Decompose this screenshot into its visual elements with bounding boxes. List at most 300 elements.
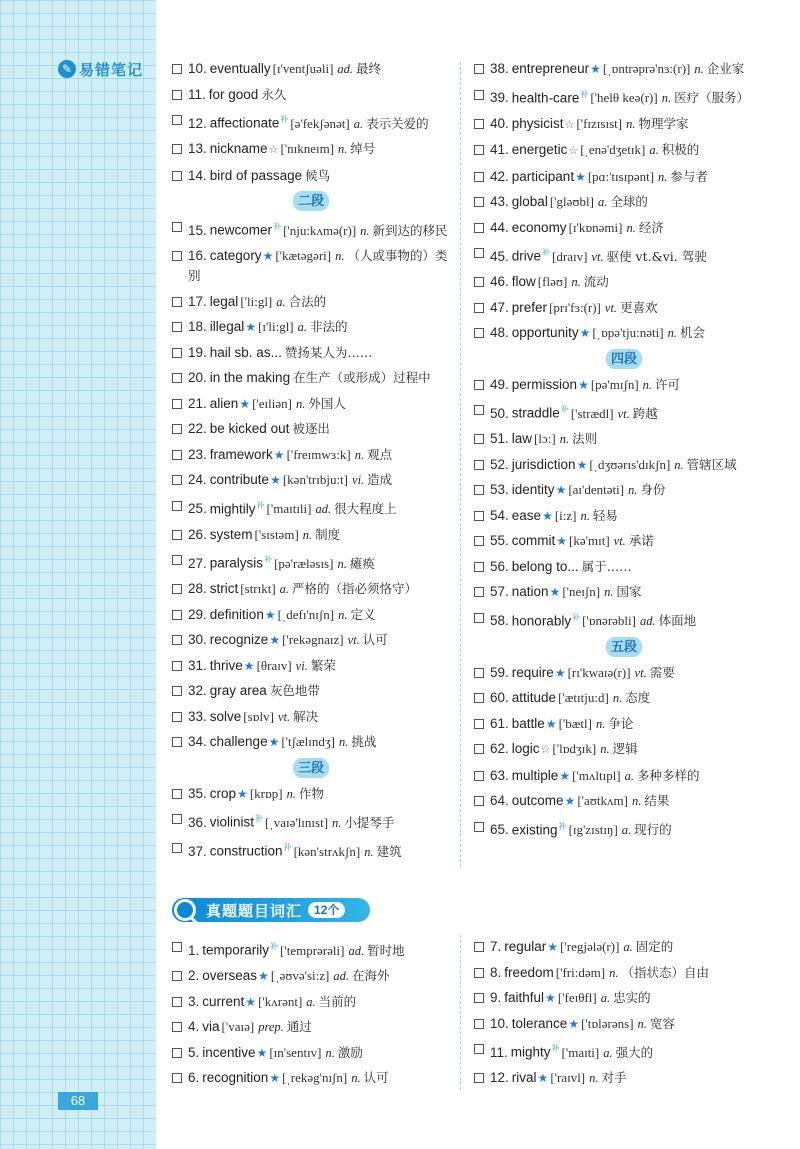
checkbox[interactable] — [474, 197, 484, 207]
checkbox[interactable] — [474, 460, 484, 470]
checkbox[interactable] — [474, 587, 484, 597]
entry-pos: vt. — [634, 665, 647, 680]
checkbox[interactable] — [172, 171, 182, 181]
entry-meaning: 小提琴手 — [344, 814, 395, 830]
entry-word: entrepreneur — [511, 61, 590, 76]
entry-text — [490, 663, 774, 683]
star-icon: ★ — [245, 320, 257, 334]
entry-phonetic: [kə'mɪt] — [569, 533, 610, 548]
entry-phonetic: ['nju:kʌmə(r)] — [283, 222, 357, 238]
entry-text — [188, 525, 450, 545]
checkbox[interactable] — [474, 405, 484, 415]
vocab-entry — [474, 455, 774, 475]
star-icon: ★ — [256, 1045, 268, 1060]
entry-meaning: 积极的 — [661, 142, 700, 157]
star-icon: ★ — [559, 768, 571, 783]
entry-pos: n. — [337, 556, 347, 571]
entry-phonetic: [ˌrekəg'nɪʃn] — [282, 1070, 348, 1085]
entry-phonetic: ['maɪti] — [561, 1044, 600, 1060]
vocab-entry — [172, 419, 450, 439]
checkbox[interactable] — [172, 373, 182, 383]
entry-text — [490, 582, 774, 602]
entry-number: 32. — [188, 683, 207, 698]
checkbox[interactable] — [172, 530, 182, 540]
entry-number: 43. — [490, 194, 509, 209]
vocab-entry — [474, 167, 774, 187]
entry-meaning: 繁荣 — [310, 657, 336, 673]
entry-meaning: 态度 — [625, 690, 651, 705]
entry-word: nation — [511, 584, 549, 599]
entry-meaning: 解决 — [293, 708, 319, 724]
entry-text — [490, 988, 774, 1008]
entry-phonetic: [ˌdʒʊərɪs'dɪkʃn] — [589, 456, 671, 472]
checkbox[interactable] — [474, 668, 484, 678]
entry-number: 38. — [490, 61, 509, 76]
entry-number: 12. — [188, 115, 207, 131]
brand-title: 易错笔记 — [79, 61, 144, 79]
checkbox[interactable] — [172, 971, 182, 981]
supplement-mark-icon: 补 — [580, 89, 589, 99]
entry-pos: n. — [637, 1016, 647, 1031]
vocab-entry — [474, 1014, 774, 1034]
entry-text — [188, 445, 450, 465]
star-icon: ★ — [239, 396, 251, 411]
checkbox[interactable] — [172, 297, 182, 307]
checkbox[interactable] — [172, 348, 182, 358]
vocab-entry — [172, 317, 450, 337]
vocab-entry — [474, 192, 774, 212]
vocab-entry — [474, 85, 774, 109]
entry-number: 50. — [490, 405, 509, 421]
entry-number: 64. — [490, 793, 509, 808]
entry-number: 57. — [490, 584, 509, 599]
entry-phonetic: ['lɒdʒɪk] — [552, 741, 597, 756]
entry-phonetic: [krɒp] — [249, 785, 283, 801]
checkbox[interactable] — [474, 1044, 484, 1054]
entry-meaning: 固定的 — [635, 939, 674, 954]
supplement-mark-icon: 补 — [572, 612, 581, 622]
entry-text — [490, 167, 774, 187]
vocab-entry — [172, 470, 450, 490]
entry-meaning: 逻辑 — [612, 741, 638, 756]
star-icon: ★ — [264, 607, 276, 622]
entry-meaning: 身份 — [640, 482, 666, 497]
entry-text — [188, 838, 450, 862]
entry-word: solve — [209, 708, 242, 724]
entry-meaning: 参与者 — [670, 168, 708, 184]
entry-phonetic: ['eɪliən] — [252, 395, 292, 411]
entry-number: 42. — [490, 168, 509, 184]
checkbox[interactable] — [474, 303, 484, 313]
entry-pos: n. — [674, 457, 684, 472]
vocab-entry — [172, 732, 450, 752]
checkbox[interactable] — [172, 712, 182, 722]
entry-number: 26. — [188, 526, 207, 542]
entry-word: challenge — [209, 734, 268, 749]
checkbox[interactable] — [172, 686, 182, 696]
entry-number: 53. — [490, 482, 509, 497]
entry-pos: n. — [338, 735, 349, 749]
entry-phonetic: [pə'mɪʃn] — [590, 376, 639, 392]
entry-pos: vt. — [277, 709, 291, 724]
entry-word: regular — [504, 939, 547, 954]
entry-text — [188, 246, 450, 286]
checkbox[interactable] — [474, 511, 484, 521]
entry-phonetic: ['fɪzɪsɪst] — [576, 115, 623, 131]
checkbox[interactable] — [474, 1019, 484, 1029]
entry-number: 62. — [490, 741, 509, 756]
entry-text — [490, 1014, 774, 1034]
entry-text — [188, 59, 450, 79]
entry-number: 60. — [490, 690, 509, 705]
entry-pos: a. — [297, 320, 308, 334]
entry-number: 29. — [188, 606, 207, 622]
entry-number: 37. — [188, 843, 207, 859]
entry-pos: ad. — [348, 943, 365, 958]
vocab-entry — [172, 550, 450, 574]
entry-phonetic: ['rekəgnaɪz] — [282, 632, 344, 647]
entry-pos: n. — [364, 844, 374, 859]
entry-number: 33. — [188, 708, 207, 724]
checkbox[interactable] — [474, 64, 484, 74]
entry-word: incentive — [202, 1044, 256, 1060]
entry-word: current — [202, 993, 245, 1009]
entry-pos: n. — [667, 326, 677, 340]
entry-phonetic: [prɪ'fɜ:(r)] — [549, 299, 601, 315]
entry-pos: ad. — [333, 969, 349, 983]
entry-phonetic: [kən'strʌkʃn] — [293, 843, 361, 859]
entry-number: 1. — [188, 942, 200, 958]
entry-number: 25. — [188, 501, 207, 516]
entry-word: energetic — [511, 142, 568, 157]
checkbox[interactable] — [172, 115, 182, 125]
checkbox[interactable] — [172, 814, 182, 824]
checkbox[interactable] — [474, 172, 484, 182]
entry-meaning: 在海外 — [352, 968, 390, 983]
entry-phonetic: ['tɒlərəns] — [581, 1015, 634, 1031]
entry-meaning: 挑战 — [351, 734, 377, 749]
supplement-mark-icon: 补 — [560, 405, 569, 414]
checkbox[interactable] — [172, 555, 182, 565]
checkbox[interactable] — [474, 562, 484, 572]
entry-number: 18. — [188, 319, 207, 334]
entry-phonetic: [ˌɒpə'tju:nəti] — [592, 325, 664, 340]
entry-meaning: 物理学家 — [638, 115, 689, 131]
vocab-entry — [172, 707, 450, 727]
checkbox[interactable] — [172, 399, 182, 409]
checkbox[interactable] — [172, 635, 182, 645]
vocab-entry — [172, 784, 450, 804]
entry-meaning: 机会 — [679, 325, 705, 340]
checkbox[interactable] — [172, 450, 182, 460]
entry-phonetic: [ˌɒntrəprə'nɜ:(r)] — [602, 61, 691, 76]
entry-phonetic: ['ætɪtju:d] — [558, 690, 609, 705]
checkbox[interactable] — [474, 613, 484, 623]
entry-word: category — [209, 248, 262, 263]
vocab-entry — [474, 323, 774, 343]
checkbox[interactable] — [172, 843, 182, 853]
entry-number: 12. — [490, 1070, 509, 1085]
entry-text — [490, 557, 774, 577]
checkbox[interactable] — [474, 90, 484, 100]
entry-word: straddle — [511, 405, 560, 421]
entry-meaning: 许可 — [655, 376, 681, 392]
checkbox[interactable] — [474, 822, 484, 832]
checkbox[interactable] — [474, 380, 484, 390]
supplement-mark-icon: 补 — [280, 115, 289, 124]
entry-number: 7. — [490, 939, 502, 954]
checkbox[interactable] — [172, 997, 182, 1007]
entry-number: 19. — [188, 344, 207, 360]
entry-meaning: 通过 — [286, 1019, 312, 1034]
checkbox[interactable] — [474, 1073, 484, 1083]
checkbox[interactable] — [172, 251, 182, 261]
entry-pos: n. — [332, 815, 342, 830]
entry-pos: a. — [621, 823, 632, 837]
entry-pos: n. — [295, 396, 306, 411]
entry-phonetic: ['ɒnərəbli] — [582, 613, 636, 628]
checkbox[interactable] — [474, 434, 484, 444]
entry-word: faithful — [504, 990, 545, 1005]
entry-text — [188, 605, 450, 625]
entry-pos: n. — [658, 169, 668, 184]
checkbox[interactable] — [172, 661, 182, 671]
checkbox[interactable] — [172, 144, 182, 154]
checkbox[interactable] — [474, 277, 484, 287]
entry-phonetic: [lɔ:] — [534, 431, 556, 446]
star-icon: ★ — [237, 786, 248, 801]
entry-meaning: 忠实的 — [613, 990, 651, 1005]
checkbox[interactable] — [474, 248, 484, 258]
checkbox[interactable] — [172, 424, 182, 434]
hollow-star-icon: ☆ — [564, 118, 575, 131]
entry-text — [188, 966, 452, 986]
checkbox[interactable] — [172, 475, 182, 485]
entry-meaning: 赞扬某人为…… — [284, 344, 373, 360]
entry-word: battle — [511, 715, 545, 731]
banner-count-badge: 12个 — [308, 902, 345, 918]
entry-number: 35. — [188, 785, 207, 801]
entry-meaning: 跨越 — [632, 405, 658, 421]
entry-pos: n. — [612, 691, 623, 705]
entry-word: paralysis — [209, 555, 264, 571]
entry-number: 54. — [490, 507, 509, 523]
entry-word: bird of passage — [209, 167, 303, 183]
entry-pos: a. — [276, 294, 286, 309]
checkbox[interactable] — [172, 90, 182, 100]
entry-pos: vi. — [352, 473, 365, 487]
checkbox[interactable] — [172, 942, 182, 952]
entry-word: economy — [511, 219, 567, 235]
star-icon: ★ — [579, 326, 591, 340]
checkbox[interactable] — [474, 796, 484, 806]
vocab-entry — [474, 506, 774, 526]
entry-text — [490, 608, 774, 632]
supplement-mark-icon: 补 — [255, 814, 264, 823]
checkbox[interactable] — [474, 744, 484, 754]
checkbox[interactable] — [474, 693, 484, 703]
vocab-entry — [172, 445, 450, 465]
entry-word: via — [202, 1019, 220, 1034]
entry-meaning: 最终 — [356, 61, 382, 76]
entry-phonetic: [rɪ'kwaɪə(r)] — [567, 664, 631, 680]
sidebar-grid — [0, 0, 156, 1149]
entry-text — [490, 791, 774, 811]
checkbox[interactable] — [474, 485, 484, 495]
entry-pos: a. — [597, 195, 608, 209]
entry-number: 44. — [490, 219, 509, 235]
entry-phonetic: [strɪkt] — [240, 581, 276, 596]
star-icon: ★ — [243, 658, 255, 673]
entry-number: 61. — [490, 715, 509, 731]
entry-number: 51. — [490, 431, 509, 446]
checkbox[interactable] — [172, 1048, 182, 1058]
vocab-entry — [172, 605, 450, 625]
entry-number: 56. — [490, 558, 509, 574]
checkbox[interactable] — [474, 223, 484, 233]
checkbox[interactable] — [172, 322, 182, 332]
entry-meaning: 合法的 — [288, 293, 327, 309]
entry-word: physicist — [511, 115, 564, 131]
vocab-entry — [172, 292, 450, 312]
vocab-entry — [172, 394, 450, 414]
star-icon: ★ — [547, 940, 559, 954]
checkbox[interactable] — [172, 584, 182, 594]
entry-pos: vt. — [613, 534, 626, 548]
checkbox[interactable] — [474, 719, 484, 729]
entry-pos: n. — [354, 447, 365, 462]
entry-pos: ad. — [315, 502, 332, 516]
entry-text — [188, 343, 450, 363]
entry-text — [188, 317, 450, 337]
entry-word: strict — [209, 581, 239, 596]
section-heading: 四段 — [474, 349, 774, 369]
entry-pos: n. — [571, 275, 581, 289]
section-heading: 五段 — [474, 637, 774, 657]
star-icon: ★ — [545, 991, 556, 1005]
entry-pos: a. — [624, 768, 635, 783]
entry-word: outcome — [511, 793, 564, 808]
star-icon: ★ — [564, 794, 576, 808]
entry-phonetic: ['strædl] — [570, 405, 614, 421]
entry-pos: vt. — [591, 249, 604, 264]
entry-number: 2. — [188, 968, 200, 983]
entry-word: eventually — [209, 61, 271, 76]
checkbox[interactable] — [474, 771, 484, 781]
entry-number: 6. — [188, 1070, 200, 1085]
entry-phonetic: [ɪ'ventʃuəli] — [272, 61, 334, 76]
checkbox[interactable] — [474, 968, 484, 978]
checkbox[interactable] — [474, 942, 484, 952]
entry-meaning: 新到达的移民 — [372, 222, 448, 238]
entry-meaning: 经济 — [638, 219, 664, 235]
checkbox[interactable] — [474, 119, 484, 129]
entry-meaning: 激励 — [337, 1044, 363, 1060]
entry-phonetic: ['regjələ(r)] — [560, 939, 620, 954]
vocab-entry — [172, 838, 450, 862]
checkbox[interactable] — [474, 328, 484, 338]
checkbox[interactable] — [474, 145, 484, 155]
entry-phonetic: ['temprərəli] — [280, 942, 345, 958]
checkbox[interactable] — [172, 501, 182, 511]
checkbox[interactable] — [172, 64, 182, 74]
entry-number: 36. — [188, 814, 207, 830]
vocab-entry — [172, 809, 450, 833]
entry-text — [188, 1068, 452, 1088]
entry-pos: n. — [360, 223, 370, 238]
entry-meaning: 体面地 — [658, 613, 697, 628]
entry-phonetic: ['helθ keə(r)] — [590, 90, 658, 105]
checkbox[interactable] — [172, 222, 182, 232]
star-icon: ★ — [545, 716, 557, 731]
entry-text — [490, 192, 774, 212]
entry-word: overseas — [202, 968, 258, 983]
vocab-entry — [474, 1068, 774, 1088]
entry-text — [188, 166, 450, 186]
entry-phonetic: ['neɪʃn] — [562, 584, 601, 599]
checkbox[interactable] — [474, 536, 484, 546]
entry-text — [490, 85, 774, 109]
entry-word: temporarily — [202, 942, 270, 958]
checkbox[interactable] — [172, 737, 182, 747]
entry-text — [490, 714, 774, 734]
entry-text — [188, 394, 450, 414]
entry-text — [188, 630, 450, 650]
entry-meaning: 结果 — [644, 793, 670, 808]
entry-number: 11. — [490, 1044, 508, 1060]
entry-phonetic: ['aʊtkʌm] — [577, 793, 628, 808]
checkbox[interactable] — [474, 993, 484, 1003]
vocab-entry — [474, 714, 774, 734]
entry-word: drive — [511, 248, 542, 264]
entry-word: nickname — [209, 141, 268, 156]
entry-meaning: 表示关爱的 — [366, 115, 429, 131]
entry-word: mighty — [510, 1044, 551, 1060]
entry-meaning: 法则 — [572, 431, 598, 446]
entry-word: participant — [511, 168, 575, 184]
vocab-entry — [172, 59, 450, 79]
entry-pos: prep. — [258, 1020, 284, 1034]
entry-word: affectionate — [209, 115, 280, 131]
star-icon: ★ — [542, 508, 553, 523]
entry-number: 55. — [490, 533, 509, 548]
vocab-entry — [172, 525, 450, 545]
entry-meaning: 宽容 — [649, 1015, 675, 1031]
entry-word: newcomer — [209, 222, 273, 238]
star-icon: ★ — [576, 457, 588, 472]
magnifier-icon — [174, 899, 196, 921]
checkbox[interactable] — [172, 789, 182, 799]
checkbox[interactable] — [172, 610, 182, 620]
entry-number: 47. — [490, 299, 509, 315]
entry-word: alien — [209, 395, 239, 411]
hollow-star-icon: ☆ — [568, 145, 579, 157]
checkbox[interactable] — [172, 1022, 182, 1032]
checkbox[interactable] — [172, 1073, 182, 1083]
entry-phonetic: ['raɪvl] — [550, 1070, 586, 1085]
entry-text — [188, 368, 450, 388]
entry-word: recognize — [209, 632, 269, 647]
entry-word: flow — [511, 274, 536, 289]
entry-text — [188, 110, 450, 134]
vocab-entry — [474, 582, 774, 602]
entry-word: honorably — [511, 613, 572, 628]
entry-pos: vt. — [347, 633, 360, 647]
entry-word: gray area — [209, 683, 267, 698]
entry-phonetic: [ˌəʊvə'si:z] — [270, 968, 330, 983]
entry-word: global — [511, 194, 548, 209]
entry-meaning: 在生产（或形成）过程中 — [293, 370, 431, 385]
